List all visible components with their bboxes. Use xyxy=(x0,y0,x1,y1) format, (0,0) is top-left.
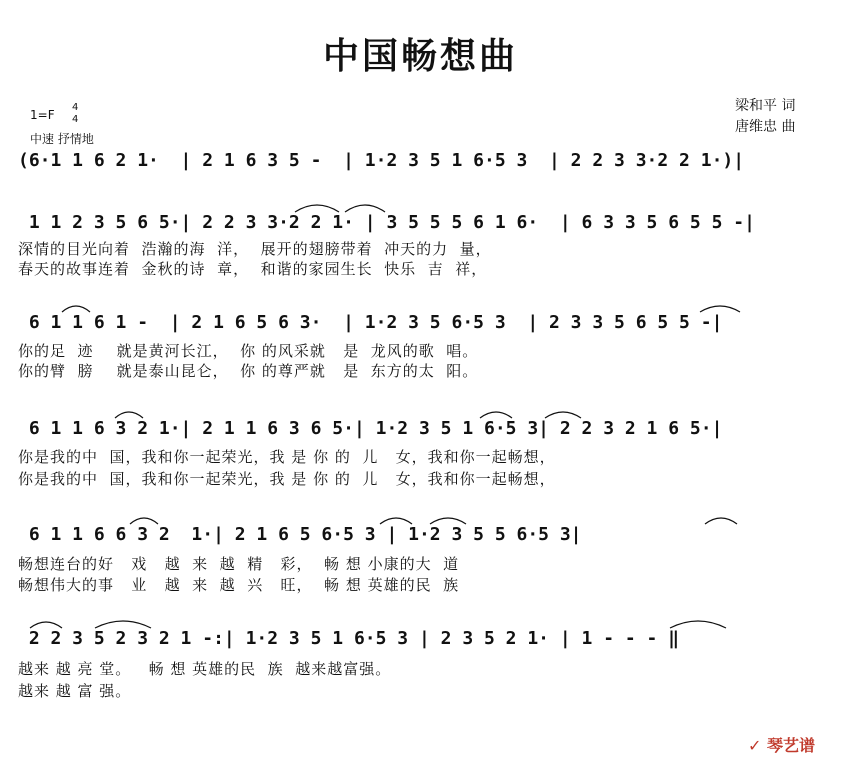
slur xyxy=(345,205,385,212)
notation-row-4: 6 1 1 6 3 2 1·| 2 1 1 6 3 6 5·| 1·2 3 5 1 6·5 3| 2 2 3 2 1 6 5·| xyxy=(18,418,723,439)
slur xyxy=(430,518,466,524)
notation-row-5: 6 1 1 6 6 3 2 1·| 2 1 6 5 6·5 3 | 1·2 3 5 5 6·5 3| xyxy=(18,524,582,545)
lyric-row-3-verse-2: 你的臂 膀 就是泰山昆仑， 你 的尊严就 是 东方的太 阳。 xyxy=(18,362,479,380)
slur xyxy=(62,306,90,312)
key-signature: 1=F xyxy=(30,108,55,122)
time-signature-top: 4 xyxy=(72,102,79,113)
lyricist: 梁和平 词 xyxy=(735,98,796,114)
slur xyxy=(380,518,412,524)
lyric-row-5-verse-2: 畅想伟大的事 业 越 来 越 兴 旺， 畅 想 英雄的民 族 xyxy=(18,576,460,594)
slur xyxy=(480,412,512,418)
watermark-logo xyxy=(748,733,815,756)
lyric-row-5-verse-1: 畅想连台的好 戏 越 来 越 精 彩， 畅 想 小康的大 道 xyxy=(18,555,460,573)
slur xyxy=(295,205,339,212)
lyric-row-6-verse-1: 越来 越 亮 堂。 畅 想 英雄的民 族 越来越富强。 xyxy=(18,660,392,678)
watermark-text: 琴艺谱 xyxy=(766,736,815,755)
slur xyxy=(30,622,62,628)
tempo-marking: 中速 抒情地 xyxy=(30,132,94,146)
lyric-row-2-verse-2: 春天的故事连着 金秋的诗 章， 和谐的家园生长 快乐 吉 祥， xyxy=(18,260,488,278)
slur xyxy=(700,306,740,312)
logo-icon: ✓ xyxy=(748,736,762,755)
notation-row-3: 6 1 1 6 1 - | 2 1 6 5 6 3· | 1·2 3 5 6·5 3 | 2 3 3 5 6 5 5 -| xyxy=(18,312,723,333)
slur xyxy=(705,518,737,524)
slur xyxy=(130,518,158,524)
lyric-row-2-verse-1: 深情的目光向着 浩瀚的海 洋， 展开的翅膀带着 冲天的力 量， xyxy=(18,240,492,258)
notation-row-2: 1 1 2 3 5 6 5·| 2 2 3 3·2 2 1· | 3 5 5 5 6 1 6· | 6 3 3 5 6 5 5 -| xyxy=(18,212,755,233)
lyric-row-3-verse-1: 你的足 迹 就是黄河长江， 你 的风采就 是 龙风的歌 唱。 xyxy=(18,342,479,360)
slur xyxy=(545,412,581,418)
notation-row-1: (6·1 1 6 2 1· | 2 1 6 3 5 - | 1·2 3 5 1 6·5 3 | 2 2 3 3·2 2 1·)| xyxy=(18,150,745,171)
lyric-row-6-verse-2: 越来 越 富 强。 xyxy=(18,682,132,700)
slur xyxy=(115,412,143,418)
song-title: 中国畅想曲 xyxy=(322,36,518,77)
lyric-row-4-verse-2: 你是我的中 国，我和你一起荣光，我 是 你 的 儿 女，我和你一起畅想， xyxy=(18,470,556,488)
time-signature-bottom: 4 xyxy=(72,114,79,125)
slur xyxy=(95,621,151,628)
lyric-row-4-verse-1: 你是我的中 国，我和你一起荣光，我 是 你 的 儿 女，我和你一起畅想， xyxy=(18,448,556,466)
slur xyxy=(670,621,726,628)
composer: 唐维忠 曲 xyxy=(735,119,796,135)
notation-row-6: 2 2 3 5 2 3 2 1 -:| 1·2 3 5 1 6·5 3 | 2 3 5 2 1· | 1 - - - ‖ xyxy=(18,628,680,649)
